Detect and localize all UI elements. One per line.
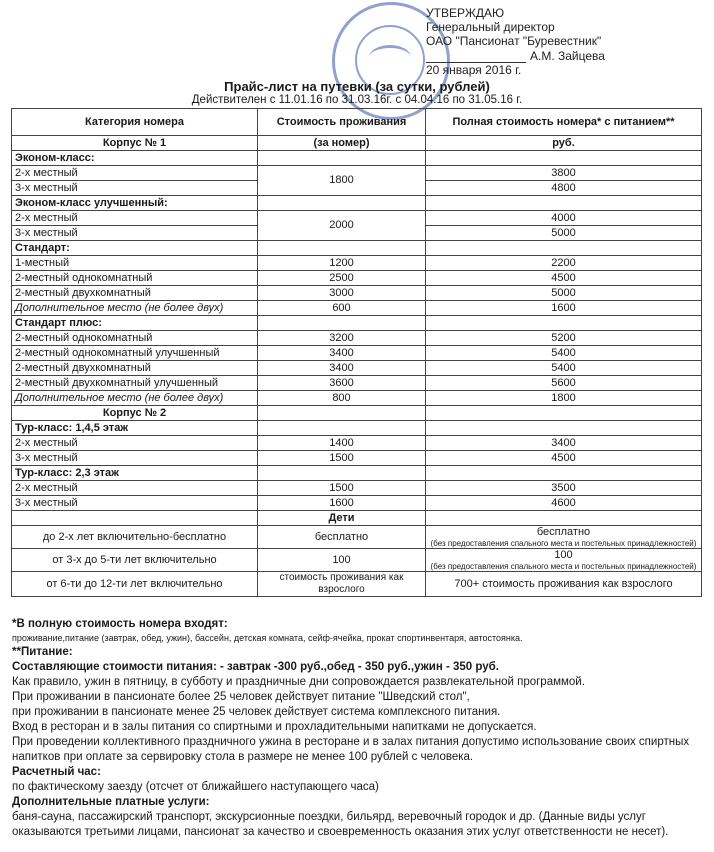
room-name: 2-местный двухкомнатный	[12, 361, 258, 376]
group-row	[12, 241, 702, 256]
room-price: 1200	[258, 256, 426, 271]
room-full-price: 5200	[426, 331, 702, 346]
room-name: 2-местный однокомнатный	[12, 271, 258, 286]
table-row	[12, 451, 702, 466]
room-full-price: 4500	[426, 451, 702, 466]
room-name: 3-х местный	[12, 496, 258, 511]
corpus1-label: Корпус № 1	[12, 136, 258, 151]
room-full-price: 2200	[426, 256, 702, 271]
header-accommodation: Стоимость проживания	[258, 109, 426, 136]
included-title: *В полную стоимость номера входят:	[12, 618, 228, 630]
checkout-text: по фактическому заезду (отсчет от ближайшего наступающего часа)	[12, 781, 379, 793]
empty-cell	[258, 196, 426, 211]
kids-price: 100	[258, 549, 426, 572]
room-price: 1400	[258, 436, 426, 451]
included-text: проживание,питание (завтрак, обед, ужин), бассейн, детская комната, сейф-ячейка, прокат спортинвентаря, автостоянка.	[12, 633, 523, 643]
room-full-price: 4000	[426, 211, 702, 226]
empty-cell	[426, 196, 702, 211]
kids-title-row	[12, 511, 702, 526]
room-full-price: 4500	[426, 271, 702, 286]
stamp-bird-icon	[369, 45, 411, 70]
corpus2-row	[12, 406, 702, 421]
empty-cell	[258, 151, 426, 166]
page-title: Прайс-лист на путевки (за сутки, рублей)	[224, 79, 490, 94]
table-row	[12, 346, 702, 361]
room-name: 2-х местный	[12, 481, 258, 496]
empty-cell	[258, 421, 426, 436]
approval-heading: УТВЕРЖДАЮ	[426, 6, 505, 20]
room-name: 3-х местный	[12, 181, 258, 196]
kids-full-price	[426, 526, 702, 549]
table-row	[12, 361, 702, 376]
group-row	[12, 421, 702, 436]
room-name: 2-х местный	[12, 436, 258, 451]
room-name: 3-х местный	[12, 226, 258, 241]
kids-full-note: (без предоставления спального места и постельных принадлежностей)	[430, 562, 697, 571]
empty-cell	[426, 406, 702, 421]
kids-age: от 3-х до 5-ти лет включительно	[12, 549, 258, 572]
food-line: При проведении коллективного праздничного ужина в ресторане и в залах питания допустимо использование своих спиртных напитков при оплате за сервировку стола в размере не менее 100 рублей с человека.	[12, 736, 690, 763]
room-full-price: 1600	[426, 301, 702, 316]
approval-company: ОАО "Пансионат "Буревестник"	[426, 34, 602, 48]
room-price: 2500	[258, 271, 426, 286]
kids-full-price	[426, 549, 702, 572]
table-row	[12, 526, 702, 549]
group-row	[12, 196, 702, 211]
empty-cell	[426, 466, 702, 481]
food-title: **Питание:	[12, 646, 73, 658]
table-row	[12, 549, 702, 572]
group-title: Стандарт плюс:	[12, 316, 258, 331]
price-table	[11, 108, 702, 597]
empty-cell	[426, 316, 702, 331]
group-title: Стандарт:	[12, 241, 258, 256]
room-full-price: 5400	[426, 346, 702, 361]
header-category: Категория номера	[12, 109, 258, 136]
kids-full-price: 700+ стоимость проживания как взрослого	[426, 572, 702, 597]
table-row	[12, 166, 702, 181]
room-price: 600	[258, 301, 426, 316]
validity-period: Действителен с 11.01.16 по 31.03.16г. с 04.04.16 по 31.05.16 г.	[191, 94, 523, 106]
extra-text: баня-сауна, пассажирский транспорт, экскурсионные поездки, бильярд, веревочный городок и др. (Данные виды услуг оказываются третьими лицами, пансионат за качество и своевременность оказания этих услуг ответственности не несет).	[12, 811, 669, 838]
table-row	[12, 211, 702, 226]
group-title: Тур-класс: 2,3 этаж	[12, 466, 258, 481]
room-full-price: 3400	[426, 436, 702, 451]
room-name: 2-местный двухкомнатный улучшенный	[12, 376, 258, 391]
room-name: Дополнительное место (не более двух)	[12, 391, 258, 406]
room-name: 1-местный	[12, 256, 258, 271]
kids-full-main: 100	[554, 549, 573, 561]
signature-blank	[426, 48, 526, 63]
extra-title: Дополнительные платные услуги:	[12, 796, 210, 808]
table-row	[12, 496, 702, 511]
group-row	[12, 151, 702, 166]
empty-cell	[12, 511, 258, 526]
approval-position: Генеральный директор	[426, 20, 555, 34]
room-price: 3600	[258, 376, 426, 391]
room-name: 2-местный однокомнатный улучшенный	[12, 346, 258, 361]
corpus1-row	[12, 136, 702, 151]
room-price: 800	[258, 391, 426, 406]
room-full-price: 5000	[426, 226, 702, 241]
room-name: 2-х местный	[12, 211, 258, 226]
room-full-price: 5400	[426, 361, 702, 376]
empty-cell	[426, 511, 702, 526]
approval-signature-line	[426, 48, 706, 63]
kids-full-note: (без предоставления спального места и постельных принадлежностей)	[430, 539, 697, 548]
room-name: Дополнительное место (не более двух)	[12, 301, 258, 316]
kids-price: бесплатно	[258, 526, 426, 549]
room-name: 2-местный однокомнатный	[12, 331, 258, 346]
table-row	[12, 376, 702, 391]
room-full-price: 3800	[426, 166, 702, 181]
food-line: При проживании в пансионате более 25 человек действует питание "Шведский стол",	[12, 691, 470, 703]
table-row	[12, 391, 702, 406]
room-price: 3200	[258, 331, 426, 346]
approval-signer: А.М. Зайцева	[530, 49, 605, 63]
group-title: Тур-класс: 1,4,5 этаж	[12, 421, 258, 436]
room-full-price: 1800	[426, 391, 702, 406]
food-line: при проживании в пансионате менее 25 человек действует система комплексного питания.	[12, 706, 501, 718]
notes-section	[12, 617, 708, 840]
room-full-price: 5000	[426, 286, 702, 301]
kids-price: стоимость проживания как взрослого	[258, 572, 426, 597]
checkout-title: Расчетный час:	[12, 766, 101, 778]
empty-cell	[258, 406, 426, 421]
table-row	[12, 572, 702, 597]
corpus2-label: Корпус № 2	[12, 406, 258, 421]
empty-cell	[258, 466, 426, 481]
table-header-row	[12, 109, 702, 136]
table-row	[12, 481, 702, 496]
room-price: 3000	[258, 286, 426, 301]
table-row	[12, 331, 702, 346]
room-price: 1600	[258, 496, 426, 511]
room-full-price: 3500	[426, 481, 702, 496]
approval-block	[426, 6, 706, 77]
approval-date: 20 января 2016 г.	[426, 63, 522, 77]
food-prices: Составляющие стоимости питания: - завтрак -300 руб.,обед - 350 руб.,ужин - 350 руб.	[12, 661, 499, 673]
room-price: 1500	[258, 451, 426, 466]
group-row	[12, 466, 702, 481]
group-title: Эконом-класс:	[12, 151, 258, 166]
unit-rub: руб.	[426, 136, 702, 151]
unit-per-room: (за номер)	[258, 136, 426, 151]
kids-age: от 6-ти до 12-ти лет включительно	[12, 572, 258, 597]
table-row	[12, 286, 702, 301]
room-name: 2-х местный	[12, 166, 258, 181]
empty-cell	[426, 151, 702, 166]
table-row	[12, 301, 702, 316]
room-price: 3400	[258, 346, 426, 361]
table-row	[12, 436, 702, 451]
room-name: 2-местный двухкомнатный	[12, 286, 258, 301]
empty-cell	[258, 241, 426, 256]
group-row	[12, 316, 702, 331]
kids-title: Дети	[258, 511, 426, 526]
kids-full-main: бесплатно	[536, 526, 591, 538]
empty-cell	[426, 241, 702, 256]
food-line: Вход в ресторан и в залы питания со спиртными и прохладительными напитками не допускается.	[12, 721, 537, 733]
kids-age: до 2-х лет включительно-бесплатно	[12, 526, 258, 549]
table-row	[12, 256, 702, 271]
food-line: Как правило, ужин в пятницу, в субботу и праздничные дни сопровождается развлекательной программой.	[12, 676, 585, 688]
header-full-price: Полная стоимость номера* с питанием**	[426, 109, 702, 136]
room-full-price: 4800	[426, 181, 702, 196]
group-title: Эконом-класс улучшенный:	[12, 196, 258, 211]
room-full-price: 4600	[426, 496, 702, 511]
table-row	[12, 271, 702, 286]
room-price: 1500	[258, 481, 426, 496]
room-name: 3-х местный	[12, 451, 258, 466]
empty-cell	[426, 421, 702, 436]
room-price: 2000	[258, 211, 426, 241]
room-full-price: 5600	[426, 376, 702, 391]
empty-cell	[258, 316, 426, 331]
room-price: 3400	[258, 361, 426, 376]
room-price: 1800	[258, 166, 426, 196]
